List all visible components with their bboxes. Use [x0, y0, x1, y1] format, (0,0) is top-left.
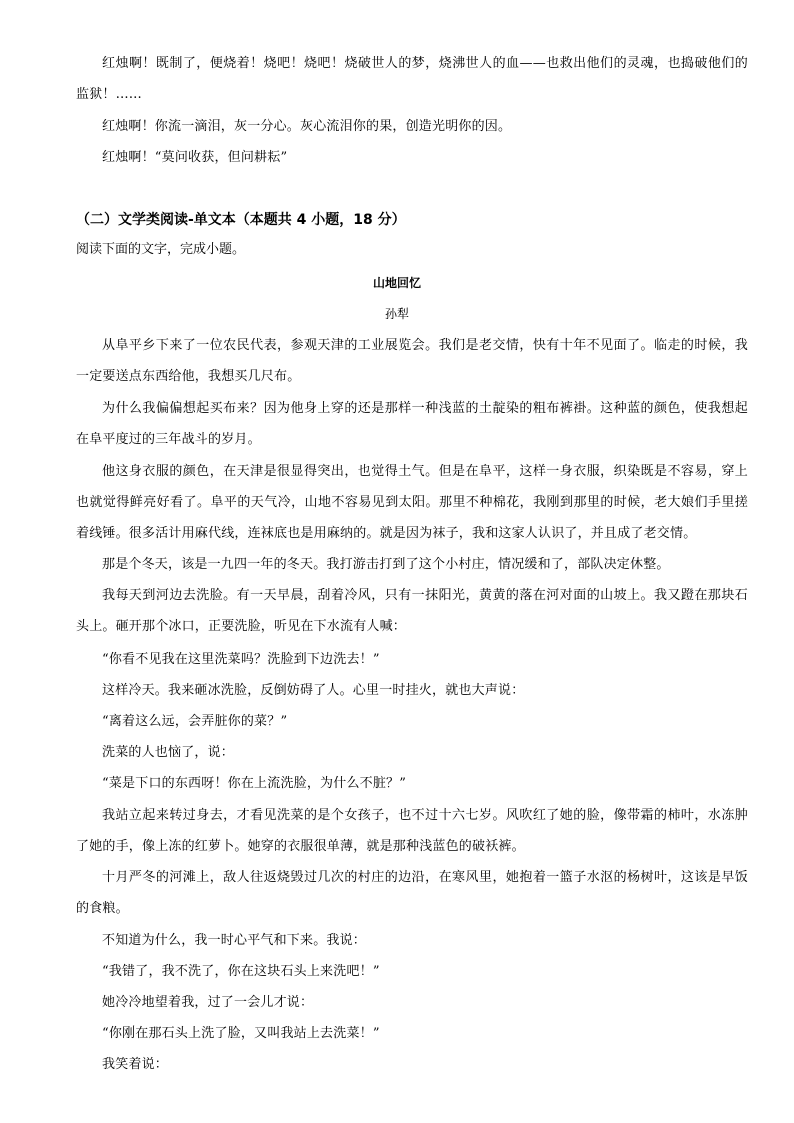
article-paragraph: 我站立起来转过身去，才看见洗菜的是个女孩子，也不过十六七岁。风吹红了她的脸，像带霜的柿叶，水冻肿了她的手，像上冻的红萝卜。她穿的衣服很单薄，就是那种浅蓝色的破袄裤。 — [76, 808, 748, 854]
article-paragraph: 我笑着说： — [102, 1057, 169, 1072]
article-paragraph: 他这身衣服的颜色，在天津是很显得突出，也觉得土气。但是在阜平，这样一身衣服，织染既是不容易，穿上也就觉得鲜亮好看了。阜平的天气冷，山地不容易见到太阳。那里不种棉花，我刚到那里的时候，老大娘们手里搓着线锤。很多活计用麻代线，连袜底也是用麻纳的。就是因为袜子，我和这家人认识了，并且成了老交情。 — [76, 464, 748, 541]
article-paragraph: “离着这么远，会弄脏你的菜？” — [102, 714, 288, 729]
article-title: 山地回忆 — [372, 276, 421, 290]
section-instruction: 阅读下面的文字，完成小题。 — [76, 242, 246, 257]
article-paragraph: 我每天到河边去洗脸。有一天早晨，刮着冷风，只有一抹阳光，黄黄的落在河对面的山坡上。我又蹬在那块石头上。砸开那个冰口，正要洗脸，听见在下水流有人喊： — [76, 588, 748, 634]
intro-paragraph-1: 红烛啊！既制了，便烧着！烧吧！烧吧！烧破世人的梦，烧沸世人的血——也救出他们的灵魂，也捣破他们的监狱！…… — [76, 56, 748, 102]
article-paragraph: 十月严冬的河滩上，敌人往返烧毁过几次的村庄的边沿，在寒风里，她抱着一篮子水沤的杨树叶，这该是早饭的食粮。 — [76, 870, 748, 916]
intro-paragraph-2: 红烛啊！你流一滴泪，灰一分心。灰心流泪你的果，创造光明你的因。 — [102, 119, 512, 134]
section-heading: （二）文学类阅读-单文本（本题共 4 小题，18 分） — [76, 212, 406, 228]
article-paragraph: 为什么我偏偏想起买布来？因为他身上穿的还是那样一种浅蓝的土靛染的粗布裤褂。这种蓝的颜色，使我想起在阜平度过的三年战斗的岁月。 — [76, 401, 748, 447]
article-paragraph: 这样冷天。我来砸冰洗脸，反倒妨碍了人。心里一时挂火，就也大声说： — [102, 683, 525, 698]
article-paragraph: “你刚在那石头上洗了脸，又叫我站上去洗菜！” — [102, 1026, 380, 1041]
article-paragraph: “菜是下口的东西呀！你在上流洗脸，为什么不脏？” — [102, 776, 407, 791]
intro-paragraph-3: 红烛啊！“莫问收获，但问耕耘” — [102, 150, 288, 165]
article-author: 孙犁 — [384, 307, 409, 321]
article-paragraph: “我错了，我不洗了，你在这块石头上来洗吧！” — [102, 964, 380, 979]
article-paragraph: 洗菜的人也恼了，说： — [102, 745, 235, 760]
article-paragraph: 从阜平乡下来了一位农民代表，参观天津的工业展览会。我们是老交情，快有十年不见面了。临走的时候，我一定要送点东西给他，我想买几尺布。 — [76, 338, 748, 384]
article-paragraph: 她冷冷地望着我，过了一会儿才说： — [102, 995, 314, 1010]
article-paragraph: “你看不见我在这里洗菜吗？洗脸到下边洗去！” — [102, 652, 380, 667]
article-paragraph: 那是个冬天，该是一九四一年的冬天。我打游击打到了这个小村庄，情况缓和了，部队决定休整。 — [102, 557, 670, 572]
article-paragraph: 不知道为什么，我一时心平气和下来。我说： — [102, 933, 367, 948]
